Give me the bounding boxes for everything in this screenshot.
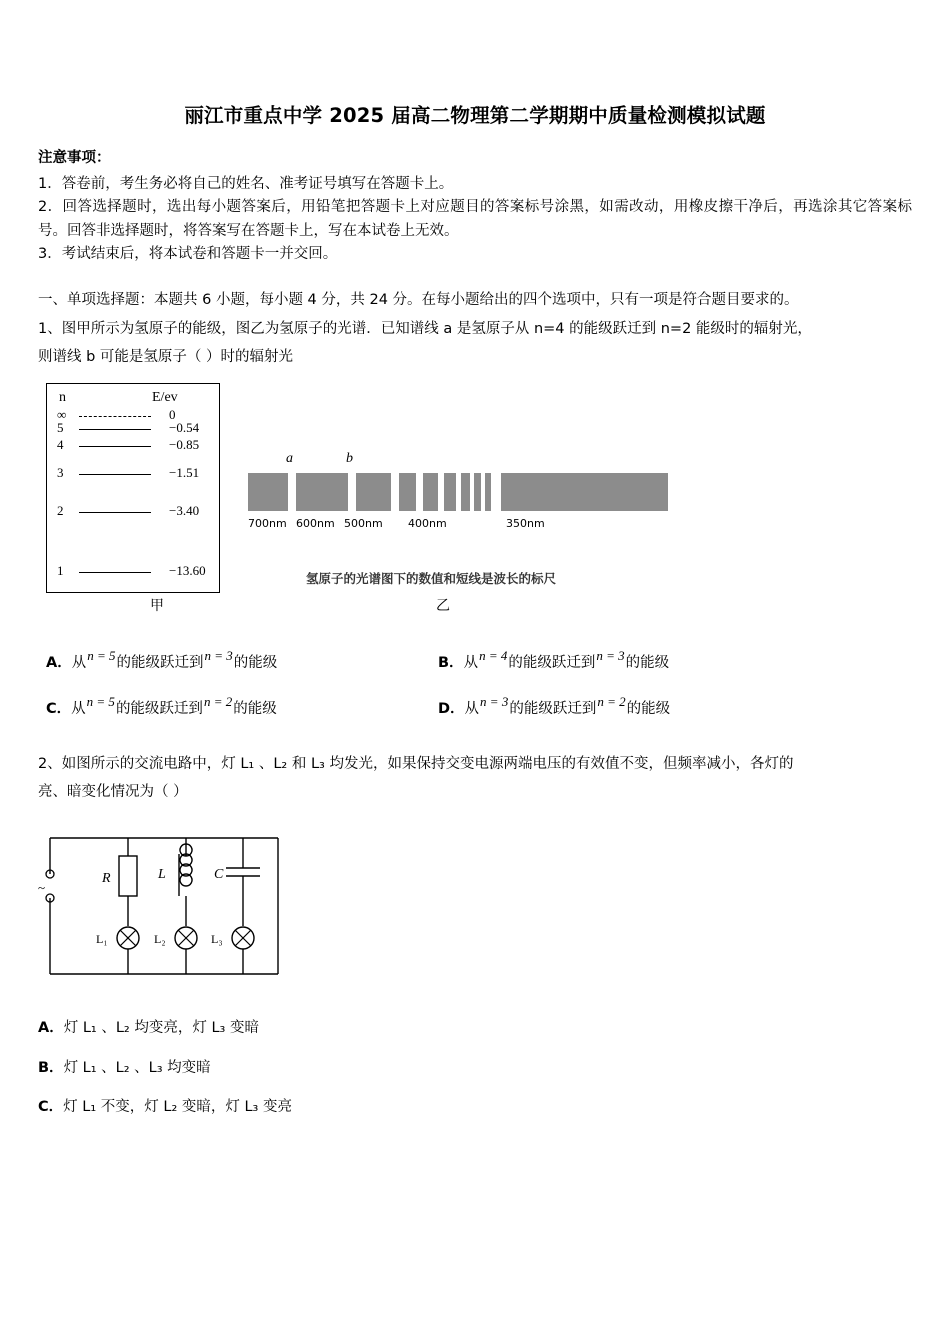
level-e-label: 0 (169, 407, 176, 423)
option-a-mid: 的能级跃迁到 (116, 655, 204, 672)
spectrum-label-b: b (346, 451, 353, 467)
option-c-to: n = 2 (203, 694, 233, 710)
lamp-2-label: L₂ (154, 932, 166, 947)
question-1-number: 1、 (38, 321, 62, 338)
section-heading: 一、单项选择题：本题共 6 小题，每小题 4 分，共 24 分。在每小题给出的四个选项中，只有一项是符合题目要求的。 (38, 291, 799, 308)
energy-level-diagram (46, 383, 220, 593)
level-n-label: 4 (57, 437, 64, 453)
level-e-label: −3.40 (169, 503, 200, 519)
level-bar (79, 446, 151, 447)
q2-option-b-key: B． (38, 1059, 64, 1076)
wavelength-tick: 500nm (344, 517, 383, 531)
question-1-options-row-2 (38, 689, 912, 729)
level-n-label: ∞ (57, 407, 67, 423)
circuit-svg (38, 816, 338, 996)
spectrum-strip (248, 451, 668, 511)
q2-option-a[interactable] (38, 1012, 912, 1045)
option-d-from: n = 3 (480, 694, 509, 710)
level-bar (79, 512, 151, 513)
page-title: 丽江市重点中学 2025 届高二物理第二学期期中质量检测模拟试题 (184, 104, 766, 127)
figure-caption-jia: 甲 (150, 598, 164, 615)
q2-option-c-text: 灯 L₁ 不变，灯 L₂ 变暗，灯 L₃ 变亮 (63, 1099, 292, 1115)
option-c-post: 的能级 (233, 701, 277, 718)
level-e-label: −0.85 (169, 437, 200, 453)
level-bar (79, 474, 151, 475)
option-c[interactable] (46, 689, 277, 724)
spectrum-line (391, 473, 399, 511)
q2-option-a-text: 灯 L₁ 、L₂ 均变亮，灯 L₃ 变暗 (63, 1020, 259, 1037)
figure-caption-yi: 乙 (436, 598, 450, 615)
question-1-options-row-1 (38, 643, 912, 683)
option-d-post: 的能级 (626, 701, 671, 718)
ac-source-symbol: ~ (38, 880, 46, 896)
spectrum-line (481, 473, 485, 511)
spectrum-line (456, 473, 461, 511)
lamp-3-label: L₃ (211, 932, 223, 947)
option-b-post: 的能级 (625, 655, 670, 672)
resistor-label: R (102, 871, 111, 887)
spectrum-caption: 氢原子的光谱图下的数值和短线是波长的标尺 (306, 571, 557, 587)
inductor-label: L (158, 867, 166, 883)
notice-line-2: 2．回答选择题时，选出每小题答案后，用铅笔把答题卡上对应题目的答案标号涂黑，如需改动，用橡皮擦干净后，再选涂其它答案标号。回答非选择题时，将答案写在答题卡上，写在本试卷上无效。 (38, 199, 912, 239)
option-a[interactable] (46, 643, 277, 678)
level-n-label: 2 (57, 503, 64, 519)
wavelength-tick: 350nm (506, 517, 545, 531)
option-b-mid: 的能级跃迁到 (508, 655, 596, 672)
level-bar (79, 572, 151, 573)
option-a-pre: 从 (71, 655, 87, 672)
option-a-to: n = 3 (204, 648, 233, 664)
option-a-key: A． (46, 655, 72, 672)
option-d-key: D． (438, 701, 465, 718)
level-n-label: 1 (57, 563, 64, 579)
level-bar (79, 429, 151, 430)
q2-option-b[interactable] (38, 1052, 912, 1085)
spectrum-diagram (248, 451, 668, 537)
option-b-from: n = 4 (479, 648, 508, 664)
wavelength-tick: 400nm (408, 517, 447, 531)
notice-line-1: 1．答卷前，考生务必将自己的姓名、准考证号填写在答题卡上。 (38, 176, 454, 192)
question-2-stem-text: 如图所示的交流电路中，灯 L₁ 、L₂ 和 L₃ 均发光，如果保持交变电源两端电压的有效值不变，但频率减小，各灯的 (61, 756, 794, 773)
spectrum-line (438, 473, 444, 511)
q2-option-a-key: A． (38, 1020, 64, 1037)
spectrum-line (416, 473, 423, 511)
question-2-number: 2、 (38, 756, 62, 773)
option-d-mid: 的能级跃迁到 (509, 701, 597, 718)
question-2-stem-line-2: 亮、暗变化情况为（ ） (38, 783, 188, 800)
level-e-label: −1.51 (169, 465, 200, 481)
notice-line-3: 3．考试结束后，将本试卷和答题卡一并交回。 (38, 246, 338, 263)
lamp-1-label: L₁ (96, 932, 108, 947)
level-n-label: 5 (57, 420, 64, 436)
q2-option-c-key: C． (38, 1099, 64, 1115)
option-a-post: 的能级 (233, 655, 278, 672)
option-c-mid: 的能级跃迁到 (115, 701, 203, 718)
question-1-stem-text: 图甲所示为氢原子的能级，图乙为氢原子的光谱．已知谱线 a 是氢原子从 n=4 的能级跃迁到 n=2 能级时的辐射光， (61, 321, 812, 338)
wavelength-tick: 700nm (248, 517, 287, 531)
option-b-pre: 从 (463, 655, 479, 672)
option-c-key: C． (46, 701, 72, 718)
energy-header-e: E/ev (152, 390, 178, 406)
option-c-from: n = 5 (86, 694, 115, 710)
spectrum-line (470, 473, 474, 511)
notice-heading: 注意事项： (38, 150, 111, 166)
page-content (38, 100, 912, 1130)
spectrum-line (288, 473, 296, 511)
question-1-stem-line-1 (38, 316, 912, 344)
level-e-label: −0.54 (169, 420, 200, 436)
option-b-key: B． (438, 655, 464, 672)
energy-header-n: n (59, 390, 66, 406)
figure-hydrogen-energy-spectrum (38, 383, 912, 623)
spectrum-line (348, 473, 356, 511)
level-n-label: 3 (57, 465, 64, 481)
option-b[interactable] (438, 643, 669, 678)
question-2-options (38, 1012, 912, 1124)
spectrum-label-a: a (286, 451, 293, 467)
spectrum-line (491, 473, 501, 511)
option-d[interactable] (438, 689, 670, 724)
wavelength-tick: 600nm (296, 517, 335, 531)
option-b-to: n = 3 (596, 648, 625, 664)
wavelength-scale (248, 515, 668, 537)
option-c-pre: 从 (71, 701, 86, 718)
option-a-from: n = 5 (87, 648, 116, 664)
q2-option-b-text: 灯 L₁ 、L₂ 、L₃ 均变暗 (63, 1059, 211, 1076)
level-bar (79, 416, 151, 417)
question-1-stem-line-2: 则谱线 b 可能是氢原子（ ）时的辐射光 (38, 348, 294, 365)
option-d-pre: 从 (464, 701, 480, 718)
level-e-label: −13.60 (169, 563, 206, 579)
capacitor-label: C (214, 867, 224, 883)
option-d-to: n = 2 (597, 694, 626, 710)
figure-ac-circuit (38, 816, 912, 1006)
q2-option-c[interactable] (38, 1091, 912, 1124)
question-2-stem-line-1 (38, 751, 912, 779)
